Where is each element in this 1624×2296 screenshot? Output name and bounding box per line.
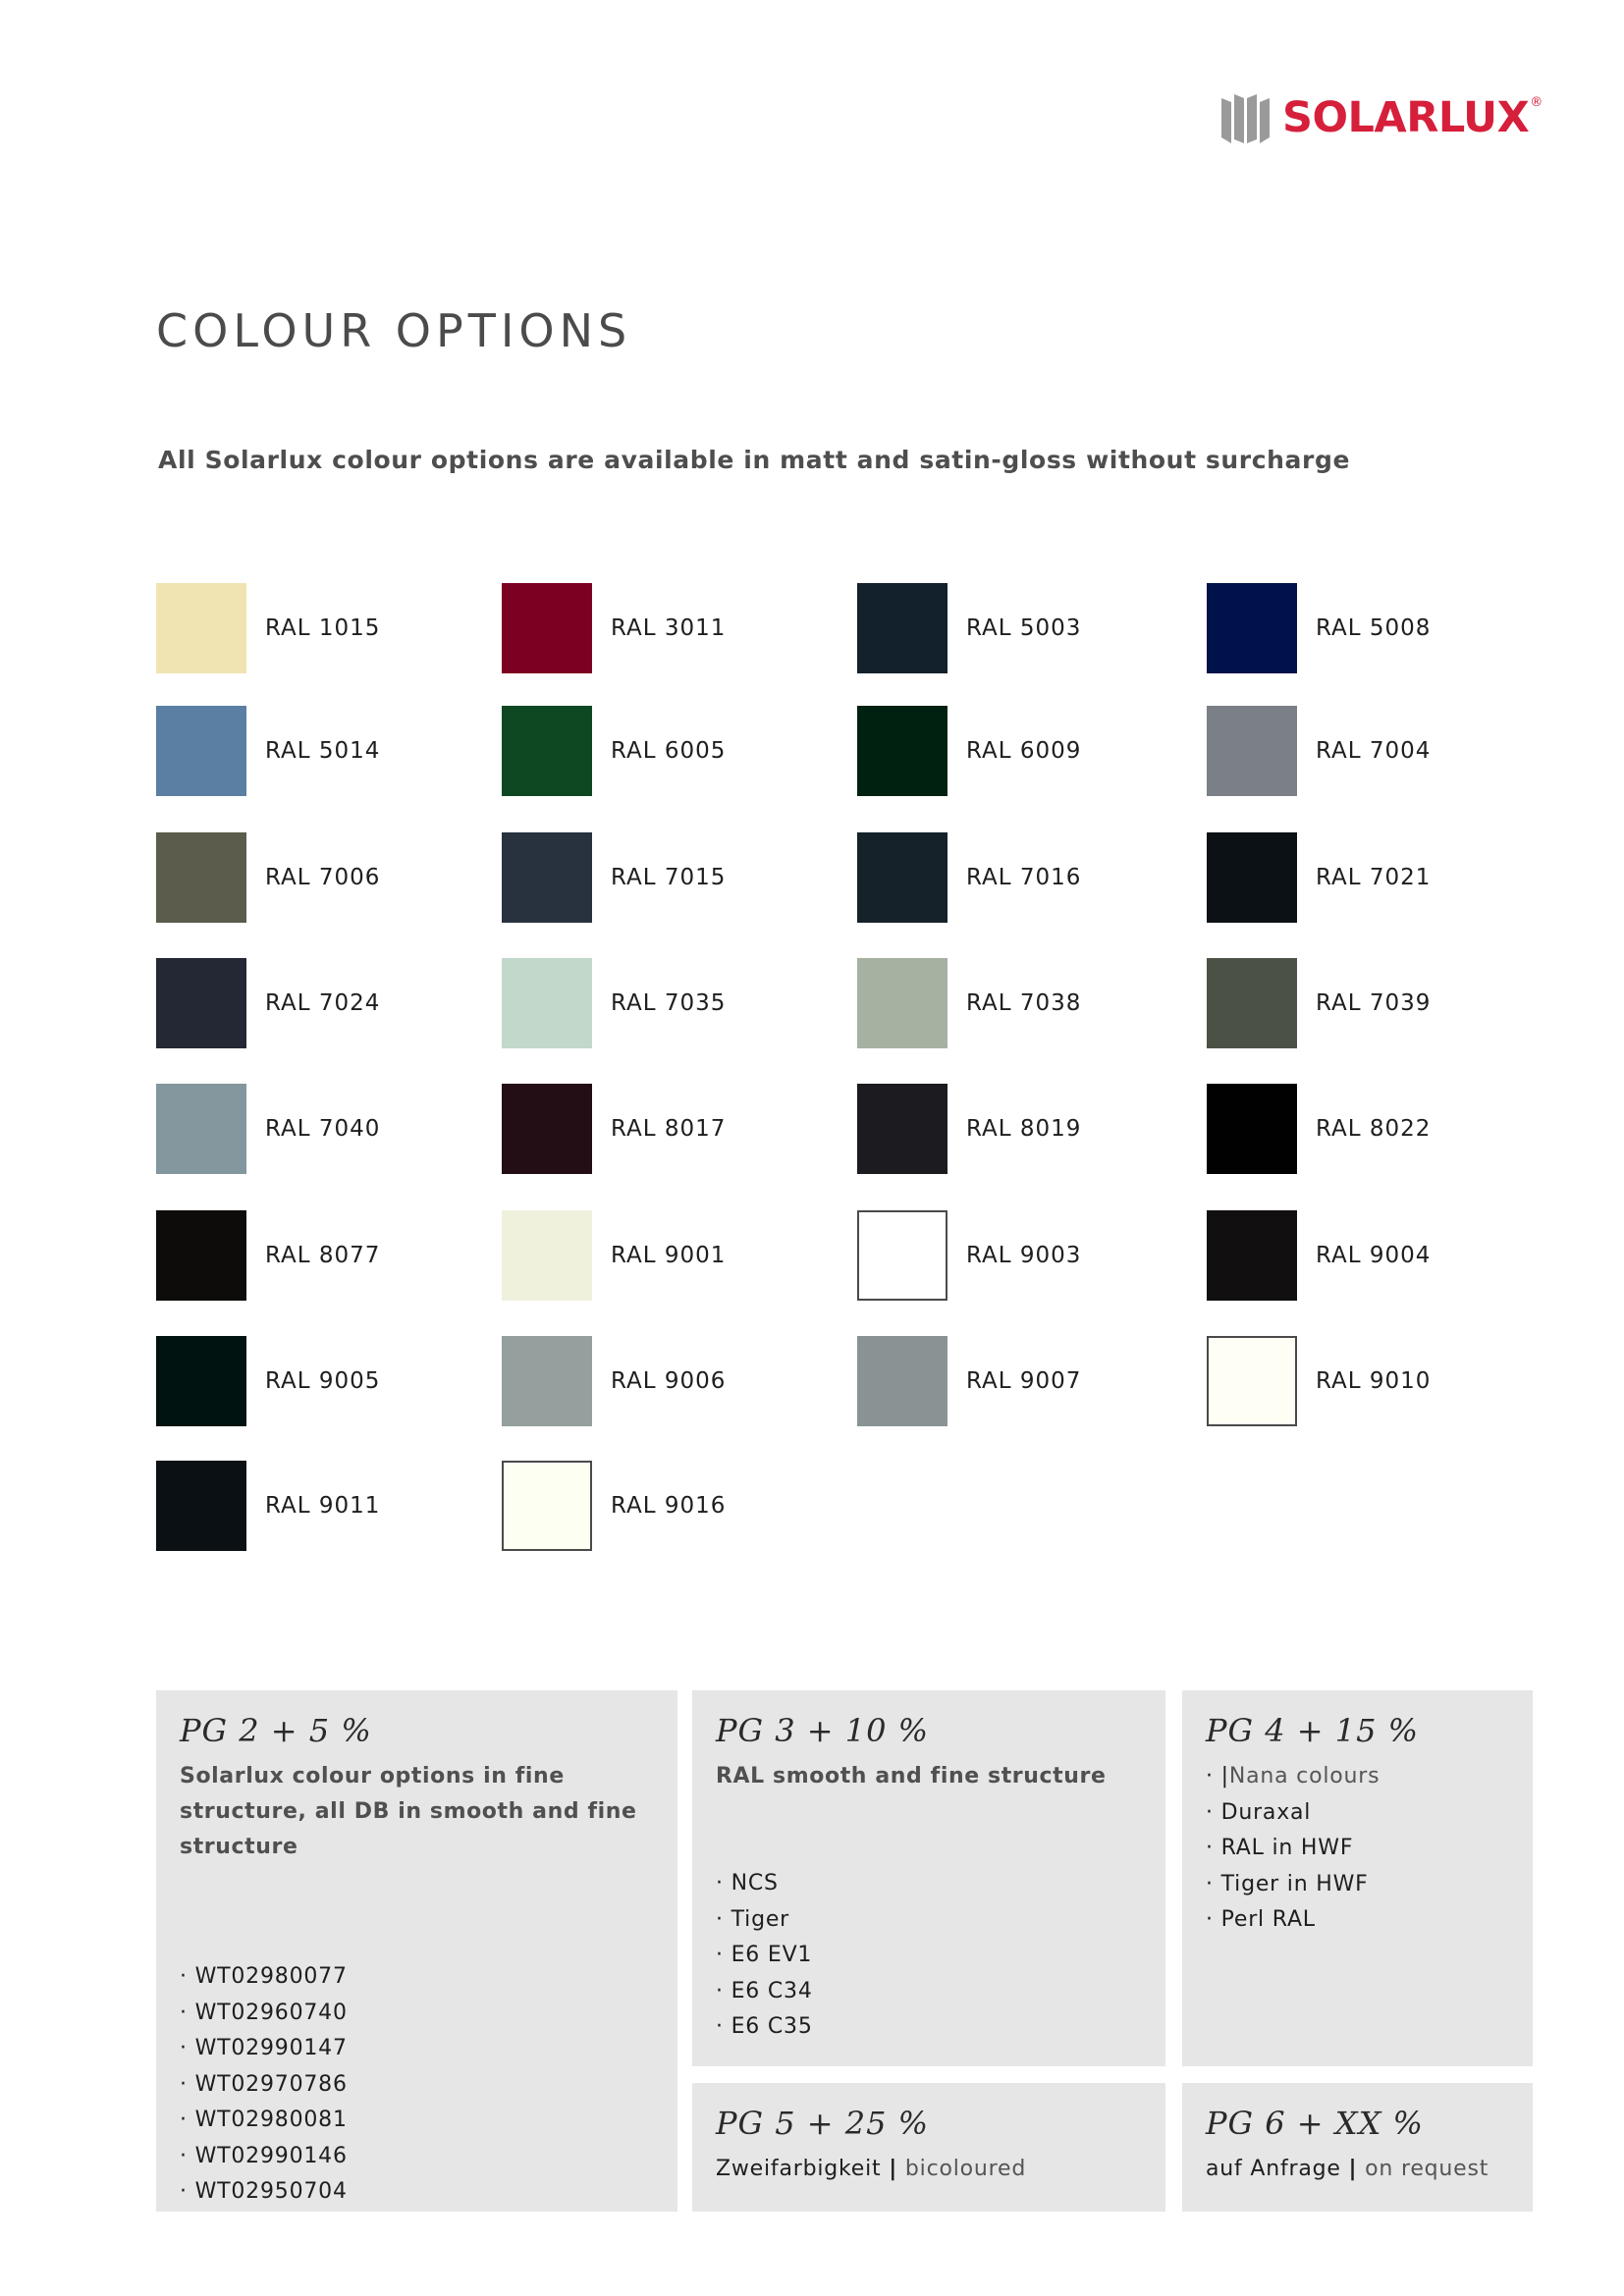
colour-swatch xyxy=(1207,583,1297,673)
colour-label: RAL 7015 xyxy=(611,865,727,890)
colour-swatch xyxy=(1207,1336,1297,1426)
colour-swatch-item xyxy=(1207,582,1431,674)
page-subtitle: All Solarlux colour options are available in matt and satin-gloss without surcharge xyxy=(158,446,1351,474)
price-group-4 xyxy=(1182,1690,1533,2066)
list-item: Zweifarbigkeit | bicoloured xyxy=(716,2157,1027,2181)
colour-swatch-item xyxy=(502,1209,726,1302)
colour-swatch xyxy=(502,583,592,673)
colour-swatch-item xyxy=(502,957,726,1049)
colour-label: RAL 9007 xyxy=(966,1368,1082,1394)
price-group-4-title: PG 4 + 15 % xyxy=(1206,1712,1420,1749)
colour-swatch-item xyxy=(857,957,1081,1049)
colour-label: RAL 8077 xyxy=(265,1243,381,1268)
colour-label: RAL 8019 xyxy=(966,1116,1082,1142)
colour-label: RAL 6005 xyxy=(611,738,727,764)
colour-label: RAL 7016 xyxy=(966,865,1082,890)
registered-mark: ® xyxy=(1530,94,1543,110)
colour-label: RAL 7006 xyxy=(265,865,381,890)
price-group-6 xyxy=(1182,2083,1533,2212)
colour-swatch-item xyxy=(1207,1209,1431,1302)
colour-label: RAL 5008 xyxy=(1316,615,1432,641)
colour-label: RAL 5003 xyxy=(966,615,1082,641)
price-group-6-text xyxy=(1206,2152,1509,2188)
list-item: auf Anfrage | on request xyxy=(1206,2157,1489,2181)
colour-swatch-item xyxy=(1207,705,1431,797)
colour-swatch xyxy=(502,1461,592,1551)
colour-swatch-item xyxy=(156,582,380,674)
colour-label: RAL 3011 xyxy=(611,615,727,641)
colour-swatch xyxy=(156,1461,246,1551)
list-item: · WT02960740 xyxy=(180,2000,348,2025)
price-group-5 xyxy=(692,2083,1165,2212)
list-item: · WT02970786 xyxy=(180,2071,348,2097)
colour-label: RAL 9016 xyxy=(611,1493,727,1519)
colour-swatch-item xyxy=(1207,1335,1431,1427)
colour-swatch xyxy=(156,1084,246,1174)
colour-swatch-item xyxy=(857,1335,1081,1427)
colour-swatch-item xyxy=(857,705,1081,797)
list-item: · Perl RAL xyxy=(1206,1907,1316,1932)
colour-label: RAL 9011 xyxy=(265,1493,381,1519)
brand-name: SOLARLUX xyxy=(1282,93,1530,142)
colour-swatch xyxy=(857,1210,947,1301)
colour-swatch-item xyxy=(857,582,1081,674)
list-item: · WT02980081 xyxy=(180,2108,348,2132)
colour-swatch xyxy=(502,1336,592,1426)
list-item: · WT02980077 xyxy=(180,1964,348,1989)
colour-label: RAL 9003 xyxy=(966,1243,1082,1268)
price-group-6-title: PG 6 + XX % xyxy=(1206,2105,1424,2142)
colour-swatch-item xyxy=(502,582,726,674)
colour-swatch-item xyxy=(502,705,726,797)
colour-swatch-item xyxy=(857,1209,1081,1302)
colour-swatch xyxy=(156,1336,246,1426)
colour-swatch xyxy=(502,832,592,923)
solarlux-logo-icon xyxy=(1221,92,1271,143)
price-group-2-description: Solarlux colour options in fine structure, all DB in smooth and fine structure xyxy=(180,1764,637,1859)
colour-label: RAL 7039 xyxy=(1316,990,1432,1016)
colour-label: RAL 9006 xyxy=(611,1368,727,1394)
page-title: COLOUR OPTIONS xyxy=(156,304,632,357)
solarlux-logo xyxy=(1221,90,1543,145)
price-group-2 xyxy=(156,1690,677,2212)
colour-label: RAL 6009 xyxy=(966,738,1082,764)
colour-swatch-item xyxy=(502,831,726,924)
colour-swatch-item xyxy=(1207,957,1431,1049)
colour-swatch xyxy=(1207,958,1297,1048)
list-item: · WT02990147 xyxy=(180,2036,348,2060)
colour-label: RAL 9004 xyxy=(1316,1243,1432,1268)
colour-swatch xyxy=(1207,832,1297,923)
colour-label: RAL 8022 xyxy=(1316,1116,1432,1142)
colour-label: RAL 7038 xyxy=(966,990,1082,1016)
price-group-5-text xyxy=(716,2152,1142,2188)
colour-swatch xyxy=(857,958,947,1048)
colour-label: RAL 8017 xyxy=(611,1116,727,1142)
price-group-4-list xyxy=(1206,1759,1509,1939)
colour-label: RAL 9010 xyxy=(1316,1368,1432,1394)
colour-swatch-item xyxy=(1207,1083,1431,1175)
colour-swatch xyxy=(502,958,592,1048)
list-item: · E6 EV1 xyxy=(716,1943,813,1967)
price-group-3-description: RAL smooth and fine structure xyxy=(716,1764,1107,1789)
colour-label: RAL 7024 xyxy=(265,990,381,1016)
colour-swatch xyxy=(857,706,947,796)
list-item: · |Nana colours xyxy=(1206,1764,1380,1789)
colour-label: RAL 1015 xyxy=(265,615,381,641)
colour-label: RAL 9001 xyxy=(611,1243,727,1268)
colour-swatch xyxy=(502,706,592,796)
colour-swatch xyxy=(156,583,246,673)
colour-swatch-item xyxy=(156,1209,380,1302)
list-item: · E6 C34 xyxy=(716,1978,813,2003)
price-group-2-title: PG 2 + 5 % xyxy=(180,1712,372,1749)
colour-label: RAL 9005 xyxy=(265,1368,381,1394)
colour-swatch xyxy=(857,832,947,923)
list-item: · NCS xyxy=(716,1871,779,1896)
price-group-3-list xyxy=(716,1866,1142,2046)
price-group-3 xyxy=(692,1690,1165,2066)
colour-swatch-item xyxy=(502,1460,726,1552)
colour-swatch xyxy=(502,1210,592,1301)
colour-swatch-item xyxy=(502,1083,726,1175)
price-group-3-title: PG 3 + 10 % xyxy=(716,1712,930,1749)
colour-swatch-item xyxy=(156,1460,380,1552)
colour-swatch-item xyxy=(857,1083,1081,1175)
colour-label: RAL 7035 xyxy=(611,990,727,1016)
colour-swatch-item xyxy=(1207,831,1431,924)
colour-label: RAL 5014 xyxy=(265,738,381,764)
list-item: · WT02950704 xyxy=(180,2179,348,2204)
colour-label: RAL 7040 xyxy=(265,1116,381,1142)
colour-swatch-item xyxy=(857,831,1081,924)
price-group-2-list xyxy=(180,1959,654,2211)
price-group-5-title: PG 5 + 25 % xyxy=(716,2105,930,2142)
colour-swatch xyxy=(156,706,246,796)
list-item: · Tiger xyxy=(716,1906,790,1932)
colour-swatch xyxy=(857,583,947,673)
colour-swatch xyxy=(857,1336,947,1426)
colour-swatch xyxy=(156,832,246,923)
colour-swatch xyxy=(857,1084,947,1174)
colour-swatch xyxy=(1207,706,1297,796)
colour-label: RAL 7021 xyxy=(1316,865,1432,890)
colour-swatch-item xyxy=(502,1335,726,1427)
colour-swatch xyxy=(1207,1084,1297,1174)
colour-swatch xyxy=(502,1084,592,1174)
list-item: · RAL in HWF xyxy=(1206,1836,1354,1860)
list-item: · E6 C35 xyxy=(716,2014,813,2039)
colour-swatch xyxy=(1207,1210,1297,1301)
list-item: · WT02990146 xyxy=(180,2143,348,2168)
list-item: · Tiger in HWF xyxy=(1206,1871,1369,1896)
colour-swatch-item xyxy=(156,705,380,797)
colour-swatch-item xyxy=(156,957,380,1049)
colour-swatch xyxy=(156,958,246,1048)
colour-swatch-item xyxy=(156,831,380,924)
list-item: · Duraxal xyxy=(1206,1799,1312,1825)
colour-swatch-item xyxy=(156,1083,380,1175)
colour-swatch-item xyxy=(156,1335,380,1427)
colour-label: RAL 7004 xyxy=(1316,738,1432,764)
colour-swatch xyxy=(156,1210,246,1301)
